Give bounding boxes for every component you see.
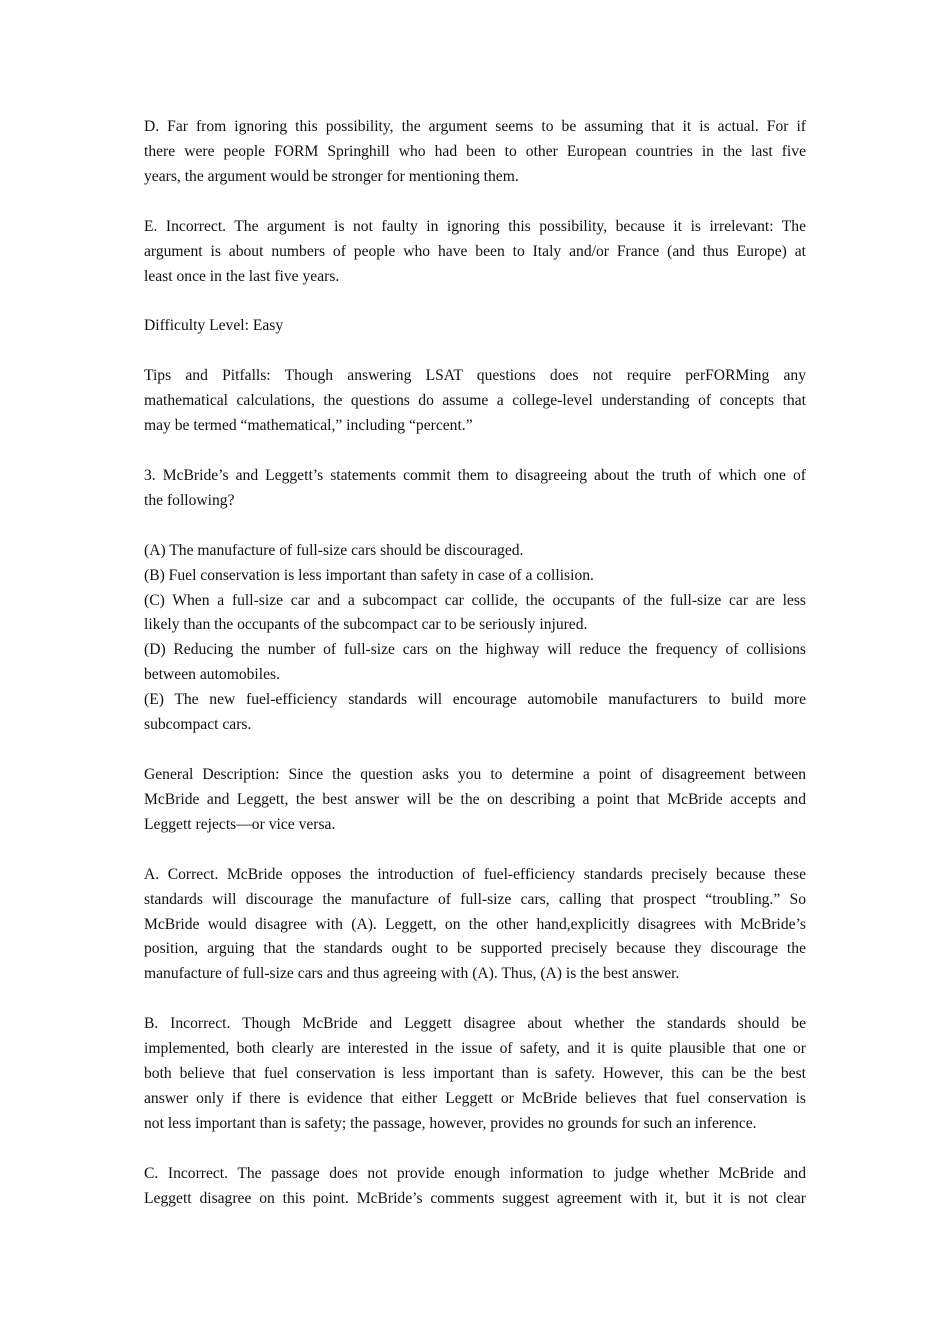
text-line: both believe that fuel conservation is less important than is safety. However, this can be the best <box>144 1065 806 1083</box>
text-line: implemented, both clearly are interested in the issue of safety, and it is quite plausible that one or <box>144 1040 806 1058</box>
paragraph <box>144 215 806 290</box>
text-line: (B) Fuel conservation is less important than safety in case of a collision. <box>144 566 594 584</box>
text-line: Tips and Pitfalls: Though answering LSAT questions does not require perFORMing any <box>144 367 806 385</box>
text-line: Leggett rejects—or vice versa. <box>144 815 336 833</box>
paragraph <box>144 763 806 838</box>
text-line: answer only if there is evidence that either Leggett or McBride believes that fuel conservation is <box>144 1089 806 1107</box>
text-line: 3. McBride’s and Leggett’s statements commit them to disagreeing about the truth of which one of <box>144 466 806 484</box>
paragraph <box>144 539 806 564</box>
text-line: D. Far from ignoring this possibility, the argument seems to be assuming that it is actual. For if <box>144 118 806 135</box>
text-line: years, the argument would be stronger for mentioning them. <box>144 167 519 185</box>
section-explanation-b <box>144 1012 806 1137</box>
text-line: McBride and Leggett, the best answer will be the on describing a point that McBride accepts and <box>144 790 806 808</box>
paragraph <box>144 589 806 639</box>
paragraph <box>144 364 806 439</box>
text-line: argument is about numbers of people who have been to Italy and/or France (and thus Europe) at <box>144 242 806 260</box>
paragraph <box>144 314 806 339</box>
text-line: likely than the occupants of the subcompact car to be seriously injured. <box>144 616 588 634</box>
text-line: standards will discourage the manufacture of full-size cars, calling that prospect “troubling.” So <box>144 890 806 908</box>
text-line: (A) The manufacture of full-size cars should be discouraged. <box>144 541 524 559</box>
text-line: there were people FORM Springhill who had been to other European countries in the last five <box>144 142 806 160</box>
paragraph <box>144 564 806 589</box>
text-line: manufacture of full-size cars and thus agreeing with (A). Thus, (A) is the best answer. <box>144 965 680 983</box>
paragraph <box>144 115 806 190</box>
paragraph <box>144 1012 806 1137</box>
text-line: may be termed “mathematical,” including “percent.” <box>144 417 473 435</box>
section-question-3 <box>144 464 806 514</box>
text-line: least once in the last five years. <box>144 267 340 285</box>
text-line: between automobiles. <box>144 666 280 684</box>
paragraph <box>144 638 806 688</box>
paragraph <box>144 688 806 738</box>
text-line: Leggett disagree on this point. McBride’s comments suggest agreement with it, but it is not clear <box>144 1189 806 1207</box>
text-line: (D) Reducing the number of full-size cars on the highway will reduce the frequency of collisions <box>144 641 806 659</box>
text-line: position, arguing that the standards ought to be supported precisely because they discourage the <box>144 940 806 958</box>
text-line: A. Correct. McBride opposes the introduction of fuel-efficiency standards precisely because these <box>144 865 806 883</box>
text-line: B. Incorrect. Though McBride and Leggett disagree about whether the standards should be <box>144 1015 806 1033</box>
text-line: C. Incorrect. The passage does not provide enough information to judge whether McBride and <box>144 1164 806 1182</box>
text-line: subcompact cars. <box>144 716 252 734</box>
section-difficulty <box>144 314 806 339</box>
section-tips <box>144 364 806 439</box>
section-explanation-c <box>144 1162 806 1212</box>
section-answer-e <box>144 215 806 290</box>
text-line: mathematical calculations, the questions do assume a college-level understanding of concepts that <box>144 392 806 410</box>
paragraph <box>144 464 806 514</box>
text-line: not less important than is safety; the passage, however, provides no grounds for such an inference. <box>144 1114 757 1132</box>
text-line: McBride would disagree with (A). Leggett, on the other hand,explicitly disagrees with McBride’s <box>144 915 806 933</box>
section-general-description <box>144 763 806 838</box>
text-line: the following? <box>144 491 235 509</box>
section-answer-d <box>144 115 806 190</box>
text-line: Difficulty Level: Easy <box>144 317 284 335</box>
section-explanation-a <box>144 863 806 988</box>
text-line: General Description: Since the question asks you to determine a point of disagreement between <box>144 765 806 783</box>
section-options <box>144 539 806 738</box>
paragraph <box>144 863 806 988</box>
text-line: (C) When a full-size car and a subcompact car collide, the occupants of the full-size car are less <box>144 591 806 609</box>
paragraph <box>144 1162 806 1212</box>
text-line: E. Incorrect. The argument is not faulty in ignoring this possibility, because it is irrelevant: The <box>144 217 806 235</box>
document-page <box>144 115 806 1236</box>
text-line: (E) The new fuel-efficiency standards will encourage automobile manufacturers to build more <box>144 691 806 709</box>
